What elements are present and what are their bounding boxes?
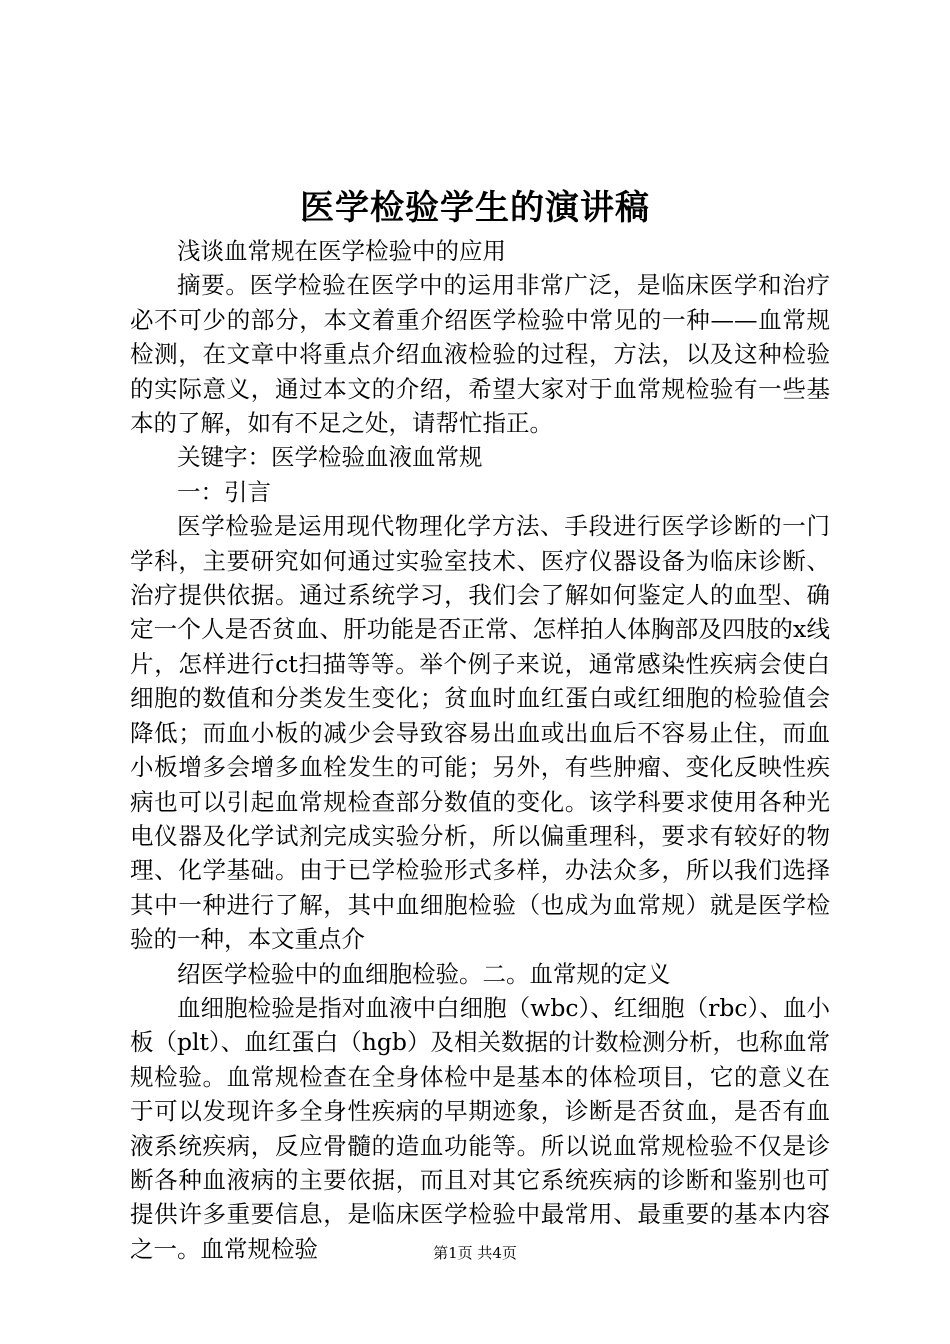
paragraph-definition-heading: 绍医学检验中的血细胞检验。二。血常规的定义 xyxy=(177,959,671,988)
paragraph-subtitle: 浅谈血常规在医学检验中的应用 xyxy=(177,237,506,265)
paragraph-intro: 医学检验是运用现代物理化学方法、手段进行医学诊断的一门学科，主要研究如何通过实验室技术、医疗仪器设备为临床诊断、治疗提供依据。通过系统学习，我们会了解如何鉴定人的血型、确定一个人是否贫血、肝功能是否正常、怎样拍人体胸部及四肢的x线片，怎样进行ct扫描等等。举个例子来说，通常感染性疾病会使白细胞的数值和分类发生变化；贫血时血红蛋白或红细胞的检验值会降低；而血小板的减少会导致容易出血或出血后不容易止住，而血小板增多会增多血栓发生的可能；另外，有些肿瘤、变化反映性疾病也可以引起血常规检查部分数值的变化。该学科要求使用各种光电仪器及化学试剂完成实验分析，所以偏重理科，要求有较好的物理、化学基础。由于已学检验形式多样，办法众多，所以我们选择其中一种进行了解，其中血细胞检验（也成为血常规）就是医学检验的一种，本文重点介 xyxy=(130,512,830,954)
document-body xyxy=(130,234,830,1266)
page-title: 医学检验学生的演讲稿 xyxy=(300,188,650,228)
paragraph-keywords: 关键字：医学检验血液血常规 xyxy=(177,443,483,472)
page-footer: 第1页 共4页 xyxy=(433,1244,517,1262)
paragraph-heading-intro: 一：引言 xyxy=(177,477,271,506)
paragraph-definition: 血细胞检验是指对血液中白细胞（wbc）、红细胞（rbc）、血小板（plt）、血红蛋白（hgb）及相关数据的计数检测分析，也称血常规检验。血常规检查在全身体检中是基本的体检项目，它的意义在于可以发现许多全身性疾病的早期迹象，诊断是否贫血，是否有血液系统疾病，反应骨髓的造血功能等。所以说血常规检验不仅是诊断各种血液病的主要依据，而且对其它系统疾病的诊断和鉴别也可提供许多重要信息，是临床医学检验中最常用、最重要的基本内容之一。血常规检验 xyxy=(130,993,830,1263)
paragraph-abstract: 摘要。医学检验在医学中的运用非常广泛，是临床医学和治疗必不可少的部分，本文着重介绍医学检验中常见的一种——血常规检测，在文章中将重点介绍血液检验的过程，方法，以及这种检验的实际意义，通过本文的介绍，希望大家对于血常规检验有一些基本的了解，如有不足之处，请帮忙指正。 xyxy=(130,271,830,438)
